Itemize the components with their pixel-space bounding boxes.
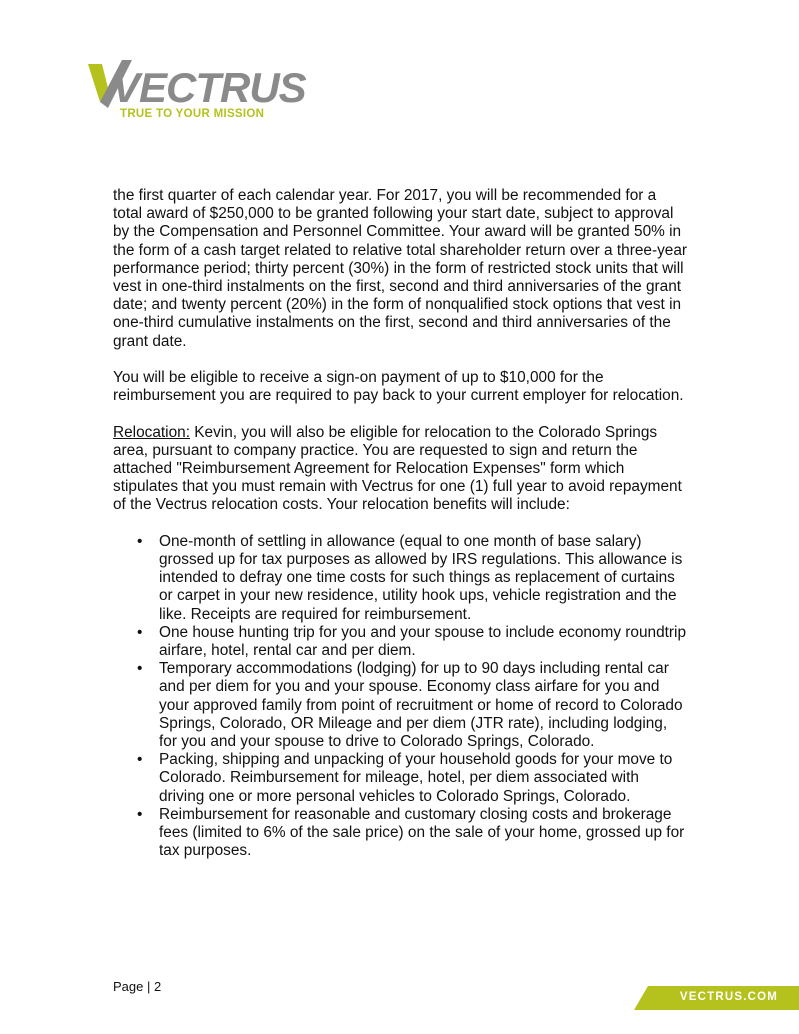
page-number: Page | 2: [113, 979, 162, 994]
bullet-icon: •: [137, 805, 143, 823]
logo-word-text: VECTRUS: [112, 64, 306, 111]
letter-body: [113, 187, 688, 860]
company-logo: [86, 58, 306, 128]
list-item: [113, 751, 688, 806]
paragraph-sign-on: You will be eligible to receive a sign-on payment of up to $10,000 for the reimbursement you are required to pay back to your current employer for relocation.: [113, 369, 684, 405]
list-item-text: Reimbursement for reasonable and customary closing costs and brokerage fees (limited to 6% of the sale price) on the sale of your home, grossed up for tax purposes.: [159, 805, 685, 860]
relocation-benefits-list: [113, 533, 688, 861]
footer-url: VECTRUS.COM: [679, 991, 779, 1003]
list-item-text: One house hunting trip for you and your spouse to include economy roundtrip airfare, hotel, rental car and per diem.: [159, 623, 687, 660]
paragraph-award: the first quarter of each calendar year. For 2017, you will be recommended for a total award of $250,000 to be granted following your start date, subject to approval by the Compensation and Personnel Committee. Your award will be granted 50% in the form of a cash target related to relative total shareholder return over a three-year performance period; thirty percent (30%) in the form of restricted stock units that will vest in one-third instalments on the first, second and third anniversaries of the grant date; and twenty percent (20%) in the form of nonqualified stock options that vest in one-third cumulative instalments on the first, second and third anniversaries of the grant date.: [113, 187, 688, 350]
list-item-text: Temporary accommodations (lodging) for up to 90 days including rental car and per diem for you and your spouse. Economy class airfare for you and your approved family from point of recruitment or home of record to Colorado Springs, Colorado, OR Mileage and per diem (JTR rate), including lodging, for you and your spouse to drive to Colorado Springs, Colorado.: [159, 660, 683, 751]
list-item: [113, 624, 688, 660]
logo-tagline: TRUE TO YOUR MISSION: [120, 108, 265, 120]
list-item: [113, 660, 688, 751]
relocation-heading: Relocation:: [113, 423, 190, 441]
list-item-text: Packing, shipping and unpacking of your household goods for your move to Colorado. Reimbursement for mileage, hotel, per diem associated with driving one or more personal vehicles to Colorado Springs, Colorado.: [159, 751, 673, 805]
bullet-icon: •: [137, 660, 143, 678]
paragraph-relocation: [113, 424, 688, 515]
bullet-icon: •: [137, 623, 143, 641]
bullet-icon: •: [137, 751, 143, 769]
relocation-text: Kevin, you will also be eligible for relocation to the Colorado Springs area, pursuant to company practice. You are requested to sign and return the attached "Reimbursement Agreement for Relocation Expenses" form which stipulates that you must remain with Vectrus for one (1) full year to avoid repayment of the Vectrus relocation costs. Your relocation benefits will include:: [113, 423, 682, 514]
list-item: [113, 533, 688, 624]
bullet-icon: •: [137, 532, 143, 550]
list-item: [113, 806, 688, 861]
footer-url-banner: [634, 986, 799, 1010]
list-item-text: One-month of settling in allowance (equal to one month of base salary) grossed up for tax purposes as allowed by IRS regulations. This allowance is intended to defray one time costs for such things as replacement of curtains or carpet in your new residence, utility hook ups, vehicle registration and the like. Receipts are required for reimbursement.: [159, 532, 683, 623]
